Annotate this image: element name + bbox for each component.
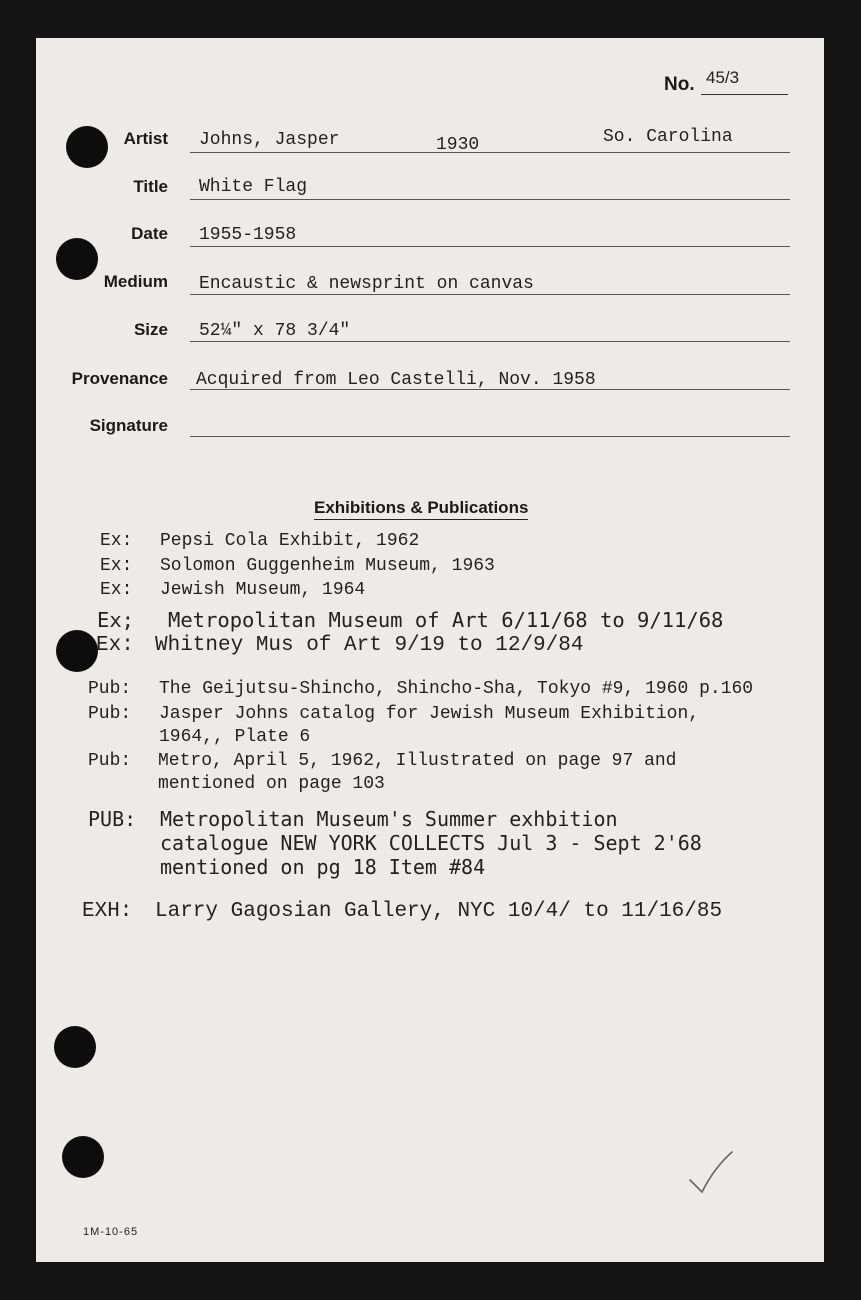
date-label: Date (131, 224, 168, 243)
artist-birthplace: So. Carolina (603, 127, 733, 147)
artist-line (190, 152, 790, 153)
entry-prefix: Ex: (100, 556, 133, 576)
entry-ex-metropolitan (97, 608, 723, 632)
entry-text: Metro, April 5, 1962, Illustrated on page 97 and (158, 751, 677, 771)
entry-text: The Geijutsu-Shincho, Shincho-Sha, Tokyo #9, 1960 p.160 (159, 679, 754, 699)
size-label: Size (133, 320, 168, 339)
entry-text: Jewish Museum, 1964 (160, 580, 366, 600)
punch-hole-5 (62, 1136, 104, 1178)
size-line (190, 341, 790, 342)
date-line (190, 246, 790, 247)
record-number-label: No. (664, 74, 695, 95)
punch-hole-3 (56, 630, 98, 672)
entry-prefix: Ex: (100, 580, 133, 600)
artist-name: Johns, Jasper (199, 130, 340, 150)
provenance-value: Acquired from Leo Castelli, Nov. 1958 (196, 370, 596, 390)
entry-prefix: Pub: (88, 751, 132, 771)
form-code: 1M-10-65 (83, 1226, 139, 1238)
entry-prefix: Ex; (97, 608, 135, 632)
punch-hole-4 (54, 1026, 96, 1068)
title-line (190, 199, 790, 200)
entry-text: Metropolitan Museum of Art 6/11/68 to 9/11/68 (168, 608, 724, 632)
signature-label: Signature (89, 416, 168, 435)
entry-text-continued: 1964,, Plate 6 (159, 727, 311, 747)
entry-ex-guggenheim (100, 556, 495, 576)
entry-ex-whitney (96, 634, 583, 657)
entry-prefix: EXH: (82, 900, 133, 923)
entry-text: Pepsi Cola Exhibit, 1962 (160, 531, 420, 551)
medium-value: Encaustic & newsprint on canvas (199, 274, 534, 294)
punch-hole-2 (56, 238, 98, 280)
entry-text: Larry Gagosian Gallery, NYC 10/4/ to 11/16/85 (155, 900, 723, 923)
artist-birth-year: 1930 (436, 135, 480, 155)
entry-prefix: Pub: (88, 704, 132, 724)
entry-text: Whitney Mus of Art 9/19 to 12/9/84 (155, 634, 584, 657)
title-label: Title (133, 177, 168, 196)
medium-label: Medium (103, 272, 168, 291)
entry-ex-pepsi (100, 531, 419, 551)
entry-text-continued: catalogue NEW YORK COLLECTS Jul 3 - Sept 2'68 (160, 831, 702, 855)
record-number-value: 45/3 (706, 68, 740, 87)
artist-label: Artist (123, 129, 168, 148)
entry-pub-geijutsu (88, 679, 753, 699)
entry-ex-jewish (100, 580, 365, 600)
entry-text-continued: mentioned on page 103 (158, 774, 385, 794)
catalog-card (36, 38, 824, 1262)
date-value: 1955-1958 (199, 225, 297, 245)
check-mark-icon (686, 1148, 736, 1198)
entry-prefix: Ex: (100, 531, 133, 551)
entry-pub-jasper-catalog (88, 703, 699, 749)
entry-pub-metro (88, 750, 676, 796)
provenance-label: Provenance (71, 369, 168, 388)
title-value: White Flag (199, 177, 308, 197)
entry-text: Solomon Guggenheim Museum, 1963 (160, 556, 495, 576)
entry-text: Metropolitan Museum's Summer exhbition (160, 807, 618, 831)
entry-exh-gagosian (82, 900, 722, 923)
entry-prefix: Pub: (88, 679, 132, 699)
entry-text: Jasper Johns catalog for Jewish Museum Exhibition, (159, 704, 700, 724)
medium-line (190, 294, 790, 295)
entry-prefix: Ex: (96, 634, 134, 657)
entry-text-continued-2: mentioned on pg 18 Item #84 (160, 855, 486, 879)
entry-pub-metropolitan-catalogue (88, 807, 702, 879)
punch-hole-1 (66, 126, 108, 168)
entry-prefix: PUB: (88, 807, 137, 831)
exhibitions-heading: Exhibitions & Publications (314, 498, 528, 520)
record-number-line (701, 94, 788, 95)
signature-line (190, 436, 790, 437)
size-value: 52¼" x 78 3/4" (199, 321, 351, 341)
